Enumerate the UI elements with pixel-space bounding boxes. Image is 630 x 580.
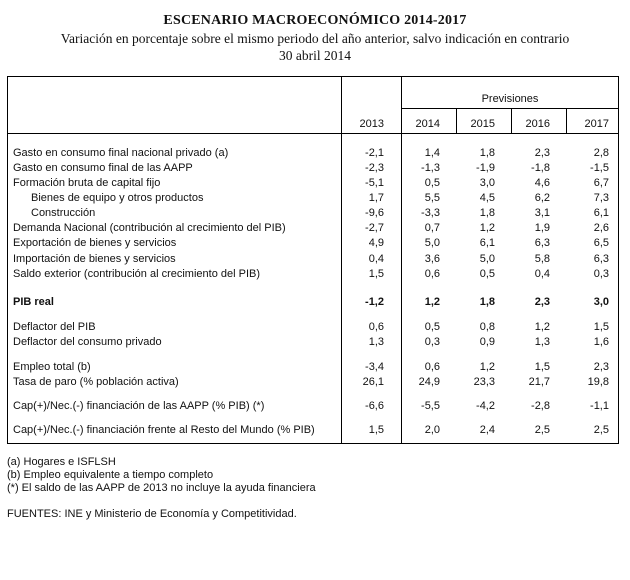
table-row [7, 321, 619, 335]
row-value: -1,8 [531, 162, 550, 174]
row-value: 1,4 [424, 147, 440, 159]
row-value: 0,5 [479, 268, 495, 280]
row-label: Gasto en consumo final de las AAPP [13, 162, 193, 174]
row-value: 0,7 [424, 222, 440, 234]
note: (b) Empleo equivalente a tiempo completo [7, 469, 214, 481]
note: (a) Hogares e ISFLSH [7, 456, 116, 468]
row-value: 1,3 [534, 336, 550, 348]
row-value: -5,1 [365, 177, 384, 189]
row-value: 6,7 [593, 177, 609, 189]
row-value: 0,3 [593, 268, 609, 280]
note: (*) El saldo de las AAPP de 2013 no incluye la ayuda financiera [7, 482, 316, 494]
row-value: 0,5 [424, 177, 440, 189]
row-value: 5,8 [534, 253, 550, 265]
row-label: Demanda Nacional (contribución al crecimiento del PIB) [13, 222, 286, 234]
row-value: 1,2 [424, 296, 440, 308]
row-value: -1,1 [590, 400, 609, 412]
row-value: 0,3 [424, 336, 440, 348]
page-date: 30 abril 2014 [279, 48, 351, 63]
table-row [7, 296, 619, 310]
row-value: 19,8 [587, 376, 609, 388]
row-label: Importación de bienes y servicios [13, 253, 176, 265]
row-label: PIB real [13, 296, 54, 308]
row-value: 0,6 [368, 321, 384, 333]
table-row [7, 253, 619, 267]
row-value: 2,3 [593, 361, 609, 373]
row-label: Deflactor del consumo privado [13, 336, 162, 348]
table-row [7, 162, 619, 176]
year-header: 2015 [470, 118, 495, 130]
table-row [7, 336, 619, 350]
row-value: 23,3 [473, 376, 495, 388]
row-value: -1,2 [365, 296, 384, 308]
row-value: 0,8 [479, 321, 495, 333]
table-row [7, 207, 619, 221]
row-value: 6,3 [534, 237, 550, 249]
row-value: 1,9 [534, 222, 550, 234]
row-value: 6,1 [479, 237, 495, 249]
row-value: 4,5 [479, 192, 495, 204]
table-row [7, 222, 619, 236]
row-value: -1,3 [421, 162, 440, 174]
row-label: Cap(+)/Nec.(-) financiación frente al Resto del Mundo (% PIB) [13, 424, 315, 436]
row-value: -2,3 [365, 162, 384, 174]
row-value: 2,4 [479, 424, 495, 436]
row-value: 1,5 [593, 321, 609, 333]
row-value: 21,7 [528, 376, 550, 388]
page-subtitle: Variación en porcentaje sobre el mismo periodo del año anterior, salvo indicación en contrario [60, 31, 570, 46]
row-value: 6,1 [593, 207, 609, 219]
row-value: -2,7 [365, 222, 384, 234]
row-value: 1,5 [368, 268, 384, 280]
row-value: -5,5 [421, 400, 440, 412]
row-value: 6,5 [593, 237, 609, 249]
row-value: -4,2 [476, 400, 495, 412]
row-value: 1,7 [368, 192, 384, 204]
table-row [7, 400, 619, 414]
year-header: 2016 [525, 118, 550, 130]
row-value: 3,0 [479, 177, 495, 189]
row-value: 1,8 [479, 296, 495, 308]
row-value: 24,9 [418, 376, 440, 388]
row-value: -1,9 [476, 162, 495, 174]
year-header: 2017 [584, 118, 609, 130]
table-row [7, 424, 619, 438]
row-label: Saldo exterior (contribución al crecimiento del PIB) [13, 268, 261, 280]
row-value: -2,1 [365, 147, 384, 159]
row-value: 0,9 [479, 336, 495, 348]
row-value: 4,6 [534, 177, 550, 189]
row-value: 5,0 [479, 253, 495, 265]
row-value: 5,0 [424, 237, 440, 249]
row-value: 3,0 [593, 296, 609, 308]
table-row [7, 361, 619, 375]
row-value: 3,6 [424, 253, 440, 265]
row-value: 2,5 [534, 424, 550, 436]
row-value: -2,8 [531, 400, 550, 412]
row-value: 0,4 [534, 268, 550, 280]
row-label: Cap(+)/Nec.(-) financiación de las AAPP (% PIB) (*) [13, 400, 265, 412]
row-label: Tasa de paro (% población activa) [13, 376, 179, 388]
row-value: -3,4 [365, 361, 384, 373]
previsiones-header: Previsiones [481, 93, 539, 105]
table-row [7, 177, 619, 191]
row-value: 2,3 [534, 147, 550, 159]
row-value: 7,3 [593, 192, 609, 204]
row-label: Gasto en consumo final nacional privado (a) [13, 147, 229, 159]
table-row [7, 192, 619, 206]
year-header: 2014 [415, 118, 440, 130]
row-value: -6,6 [365, 400, 384, 412]
row-value: -3,3 [421, 207, 440, 219]
row-value: 4,9 [368, 237, 384, 249]
row-label: Exportación de bienes y servicios [13, 237, 177, 249]
row-value: 1,2 [479, 361, 495, 373]
row-label: Construcción [31, 207, 96, 219]
row-value: 2,6 [593, 222, 609, 234]
row-value: 2,8 [593, 147, 609, 159]
row-value: 1,5 [534, 361, 550, 373]
row-label: Formación bruta de capital fijo [13, 177, 161, 189]
row-value: -1,5 [590, 162, 609, 174]
row-value: 2,0 [424, 424, 440, 436]
row-value: 1,2 [479, 222, 495, 234]
table-row [7, 268, 619, 282]
row-label: Deflactor del PIB [13, 321, 96, 333]
row-value: 1,2 [534, 321, 550, 333]
row-value: 0,5 [424, 321, 440, 333]
row-value: 0,6 [424, 268, 440, 280]
row-value: 0,4 [368, 253, 384, 265]
row-value: -9,6 [365, 207, 384, 219]
row-value: 3,1 [534, 207, 550, 219]
row-value: 6,2 [534, 192, 550, 204]
page-title: ESCENARIO MACROECONÓMICO 2014-2017 [163, 13, 467, 28]
row-value: 2,5 [593, 424, 609, 436]
row-value: 26,1 [362, 376, 384, 388]
row-value: 5,5 [424, 192, 440, 204]
row-value: 1,3 [368, 336, 384, 348]
table-row [7, 237, 619, 251]
row-value: 0,6 [424, 361, 440, 373]
row-value: 1,5 [368, 424, 384, 436]
year-header: 2013 [359, 118, 384, 130]
row-value: 6,3 [593, 253, 609, 265]
row-label: Bienes de equipo y otros productos [31, 192, 204, 204]
table-row [7, 147, 619, 161]
row-value: 1,6 [593, 336, 609, 348]
row-value: 1,8 [479, 147, 495, 159]
row-value: 2,3 [534, 296, 550, 308]
row-label: Empleo total (b) [13, 361, 91, 373]
row-value: 1,8 [479, 207, 495, 219]
sources-note: FUENTES: INE y Ministerio de Economía y Competitividad. [7, 508, 297, 520]
table-row [7, 376, 619, 390]
